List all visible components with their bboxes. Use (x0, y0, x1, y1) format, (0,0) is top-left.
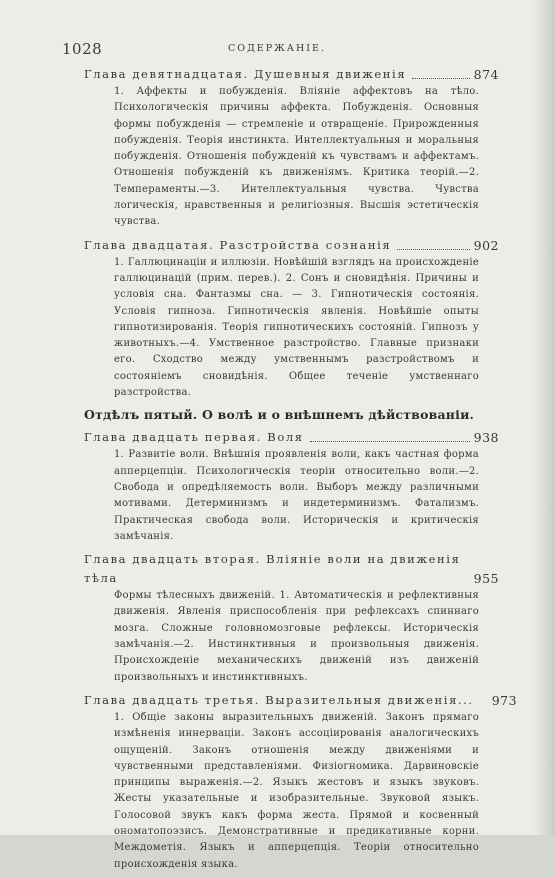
chapter-title: Глава двадцатая. Разстройства сознанія (84, 237, 392, 252)
toc-entry-chapter-22 (84, 550, 499, 686)
chapter-page-number: 973 (491, 692, 518, 708)
chapter-heading[interactable] (84, 428, 499, 447)
chapter-description: 1. Галлюцинаціи и иллюзіи. Новѣйшій взглядъ на происхожденіе галлюцинацій (прим. перев.). 2. Сонъ и сновидѣнія. Причины и условія сна. Фантазмы сна. — 3. Гипнотическія состоянія. Условія гипноза. Гипнотическія явленія. Новѣйшіе опыты гипнотизированія. Теорія гипнотическихъ состояній. Гипнозъ у животныхъ.—4. Умственное разстройство. Главные признаки его. Сходство между умственнымъ разстройствомъ и состояніемъ сновидѣнія. Общее теченіе умственнаго разстройства. (114, 256, 479, 399)
chapter-description: 1. Развитіе воли. Внѣшнія проявленія воли, какъ частная форма апперцепціи. Психологическія теоріи относительно воли.—2. Свобода и опредѣляемость воли. Выборъ между различными мотивами. Детерминизмъ и индетерминизмъ. Фатализмъ. Практическая свобода воли. Историческія и критическія замѣчанія. (114, 449, 479, 542)
chapter-heading[interactable] (84, 691, 518, 710)
chapter-page-number: 955 (473, 571, 499, 587)
chapter-title: Глава двадцать вторая. Вліяніе воли на движенія тѣла (84, 552, 461, 586)
chapter-description: Формы тѣлесныхъ движеній. 1. Автоматическія и рефлективныя движенія. Явленія приспособленія при рефлексахъ спиннаго мозга. Сложные головномозговые рефлексы. Историческія замѣчанія.—2. Инстинктивныя и произвольныя движенія. Происхожденіе механическихъ движеній изъ движеній произвольныхъ и инстинктивныхъ. (114, 590, 479, 683)
page-number: 1028 (62, 40, 103, 58)
dot-leader (412, 78, 469, 79)
chapter-page-number: 874 (473, 67, 499, 82)
table-of-contents (84, 65, 518, 878)
dot-leader (397, 249, 469, 250)
chapter-page-number: 902 (473, 237, 499, 253)
chapter-title: Глава двадцать первая. Воля (84, 430, 304, 445)
page-gutter-shadow (533, 0, 555, 835)
toc-entry-chapter-19 (84, 65, 499, 231)
dot-leader (310, 441, 470, 442)
section-title: Отдѣлъ пятый. О волѣ и о внѣшнемъ дѣйствованіи. (84, 407, 475, 423)
chapter-heading[interactable] (84, 550, 499, 588)
toc-entry-chapter-20 (84, 236, 499, 402)
chapter-page-number: 938 (473, 430, 499, 446)
chapter-title: Глава девятнадцатая. Душевныя движенія (84, 67, 407, 81)
toc-entry-chapter-23 (84, 691, 518, 873)
dot-leader (480, 704, 488, 705)
chapter-title: Глава двадцать третья. Выразительныя движенія... (84, 692, 474, 707)
page-header (62, 40, 492, 58)
running-title: СОДЕРЖАНІЕ. (228, 43, 326, 54)
chapter-heading[interactable] (84, 236, 499, 255)
chapter-description: 1. Аффекты и побужденія. Вліяніе аффектовъ на тѣло. Психологическія причины аффекта. Побужденія. Основныя формы побужденія — стремленіе и отвращеніе. Прирожденныя побужденія. Теорія инстинкта. Интеллектуальныя и моральныя побужденія. Отношенія побужденій къ чувствамъ и аффектамъ. Отношенія побужденій къ движеніямъ. Критика теорій.—2. Темпераменты.—3. Интеллектуальныя чувства. Чувства логическія, нравственныя и религіозныя. Высшія эстетическія чувства. (114, 86, 479, 228)
toc-entry-chapter-21 (84, 428, 499, 545)
chapter-description: 1. Общіе законы выразительныхъ движеній. Законъ прямаго измѣненія иннерваціи. Законъ ассоціированія аналогическихъ ощущеній. Законъ отношенія между движеніями и чувственными представленіями. Физіогномика. Дарвиновскіе принципы выраженія.—2. Языкъ жестовъ и языкъ звуковъ. Жесты указательные и изобразительные. Звуковой языкъ. Голосовой звукъ какъ форма жеста. Прямой и косвенный ономатопоэзисъ. Демонстративные и предикативные корни. Междометія. Языкъ и апперцепція. Теоріи относительно происхожденія языка. (114, 711, 479, 870)
chapter-heading[interactable] (84, 65, 499, 84)
